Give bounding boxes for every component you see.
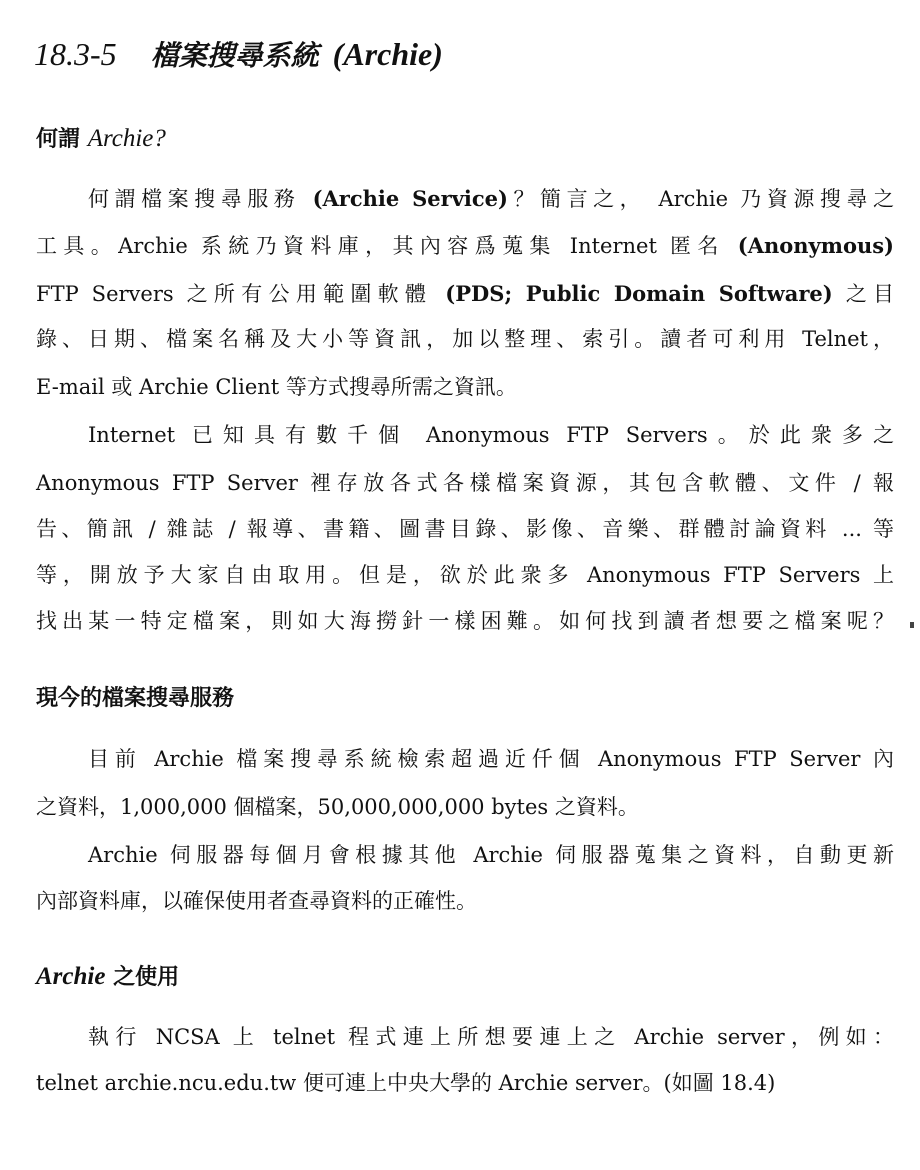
para2-line-1: Internet 已知具有數千個 Anonymous FTP Servers。於此衆多之 <box>88 423 894 447</box>
para1-line-2: 工具。Archie 系統乃資料庫，其內容爲蒐集 Internet 匿名 (Anonymous) <box>36 233 894 258</box>
section-name-en: (Archie) <box>332 36 443 72</box>
para2-line-4: 等，開放予大家自由取用。但是，欲於此衆多 Anonymous FTP Servers 上 <box>36 563 894 587</box>
para1-line-3: FTP Servers 之所有公用範圍軟體 (PDS; Public Domain Software) 之目 <box>36 281 894 306</box>
para1-line-1: 何謂檔案搜尋服務 (Archie Service)？簡言之， Archie 乃資源搜尋之 <box>88 186 895 211</box>
section-number: 18.3-5 <box>34 36 117 72</box>
para1-line-5: E-mail 或 Archie Client 等方式搜尋所需之資訊。 <box>36 375 517 399</box>
section-name: 檔案搜尋系統 <box>150 39 319 72</box>
para4-line-2: 內部資料庫，以確保使用者查尋資料的正確性。 <box>36 889 477 913</box>
heading-what-is-archie: 何謂 Archie? <box>36 125 166 152</box>
para5-line-1: 執行 NCSA 上 telnet 程式連上所想要連上之 Archie server，例如： <box>88 1025 894 1049</box>
para2-line-3: 告、簡訊 / 雜誌 / 報導、書籍、圖書目錄、影像、音樂、群體討論資料 ... 等 <box>36 517 894 541</box>
para2-line-5: 找出某一特定檔案，則如大海撈針一樣困難。如何找到讀者想要之檔案呢？ <box>36 609 894 633</box>
margin-mark <box>910 622 914 628</box>
para4-line-1: Archie 伺服器每個月會根據其他 Archie 伺服器蒐集之資料，自動更新 <box>88 843 894 867</box>
para3-line-1: 目前 Archie 檔案搜尋系統檢索超過近仟個 Anonymous FTP Server 內 <box>88 747 894 771</box>
para3-line-2: 之資料，1,000,000 個檔案，50,000,000,000 bytes 之資料。 <box>36 795 639 819</box>
para5-line-2: telnet archie.ncu.edu.tw 便可連上中央大學的 Archie server。(如圖 18.4) <box>36 1071 776 1095</box>
heading-using-archie: Archie 之使用 <box>36 963 180 990</box>
para2-line-2: Anonymous FTP Server 裡存放各式各樣檔案資源，其包含軟體、文件 / 報 <box>36 471 894 495</box>
para1-line-4: 錄、日期、檔案名稱及大小等資訊，加以整理、索引。讀者可利用 Telnet， <box>36 327 894 351</box>
section-title <box>34 34 443 76</box>
heading-current-archie-service: 現今的檔案搜尋服務 <box>36 686 235 711</box>
